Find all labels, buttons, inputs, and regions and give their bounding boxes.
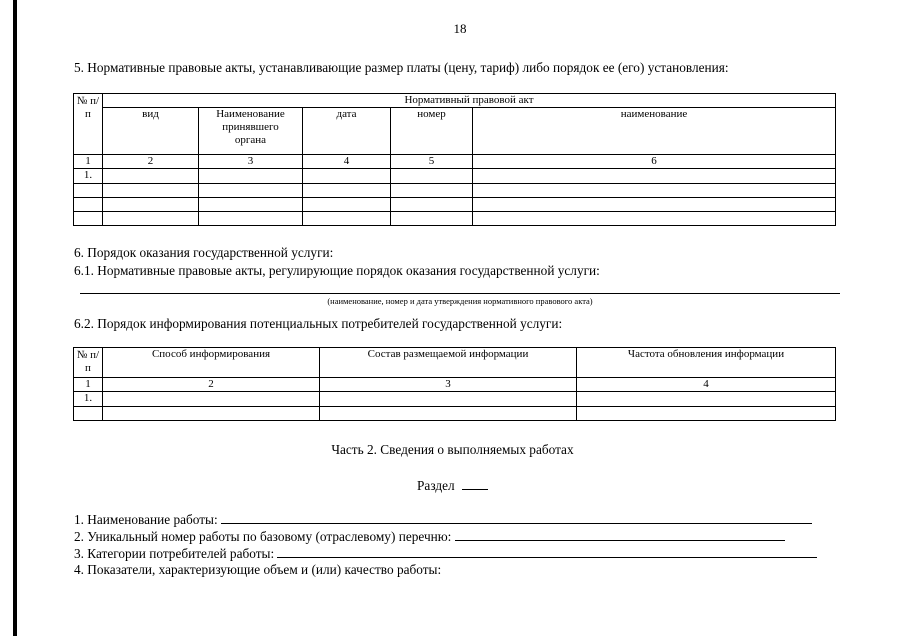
col-header-frequency: Частота обновления информации bbox=[577, 348, 836, 378]
empty-cell bbox=[577, 392, 836, 407]
empty-cell bbox=[103, 392, 320, 407]
group-header-act: Нормативный правовой акт bbox=[103, 94, 836, 108]
col-header-number: номер bbox=[391, 108, 473, 155]
empty-cell bbox=[473, 184, 836, 198]
col-header-num: № п/п bbox=[74, 348, 103, 378]
item-label: 3. Категории потребителей работы: bbox=[74, 546, 275, 561]
table-row bbox=[74, 212, 836, 226]
row-number-cell: 1. bbox=[74, 169, 103, 184]
empty-cell bbox=[103, 212, 199, 226]
col-header-method: Способ информирования bbox=[103, 348, 320, 378]
section6-2-heading: 6.2. Порядок информирования потенциальных потребителей государственной услуги: bbox=[74, 316, 563, 331]
table-row bbox=[74, 392, 836, 407]
empty-cell bbox=[199, 198, 303, 212]
col-number-cell: 3 bbox=[320, 378, 577, 392]
empty-cell bbox=[473, 169, 836, 184]
page-edge-bar bbox=[13, 0, 17, 636]
col-header-authority: Наименование принявшего органа bbox=[199, 108, 303, 155]
col-number-cell: 1 bbox=[74, 378, 103, 392]
part2-item-2 bbox=[74, 528, 785, 545]
fill-in-caption: (наименование, номер и дата утверждения нормативного правового акта) bbox=[327, 296, 593, 306]
part2-item-1 bbox=[74, 511, 812, 528]
table-row bbox=[74, 198, 836, 212]
part2-item-3 bbox=[74, 545, 817, 562]
informing-table bbox=[73, 347, 836, 421]
col-number-cell: 2 bbox=[103, 378, 320, 392]
col-header-type: вид bbox=[103, 108, 199, 155]
row-number-cell: 1. bbox=[74, 392, 103, 407]
col-number-cell: 2 bbox=[103, 155, 199, 169]
empty-cell bbox=[74, 184, 103, 198]
table-row bbox=[74, 169, 836, 184]
col-number-cell: 3 bbox=[199, 155, 303, 169]
col-number-cell: 5 bbox=[391, 155, 473, 169]
empty-cell bbox=[473, 212, 836, 226]
section-number-blank bbox=[462, 477, 488, 490]
section-label-line bbox=[0, 477, 905, 494]
empty-cell bbox=[103, 407, 320, 421]
empty-cell bbox=[320, 392, 577, 407]
col-number-cell: 4 bbox=[303, 155, 391, 169]
col-header-name: наименование bbox=[473, 108, 836, 155]
empty-cell bbox=[303, 169, 391, 184]
empty-cell bbox=[391, 212, 473, 226]
empty-cell bbox=[199, 169, 303, 184]
empty-cell bbox=[303, 198, 391, 212]
part2-item-4: 4. Показатели, характеризующие объем и (или) качество работы: bbox=[74, 562, 442, 577]
col-number-cell: 6 bbox=[473, 155, 836, 169]
col-header-date: дата bbox=[303, 108, 391, 155]
table-row bbox=[74, 184, 836, 198]
col-number-cell: 4 bbox=[577, 378, 836, 392]
col-header-content: Состав размещаемой информации bbox=[320, 348, 577, 378]
fill-in-line bbox=[80, 293, 840, 294]
col-number-cell: 1 bbox=[74, 155, 103, 169]
empty-cell bbox=[103, 198, 199, 212]
page-number: 18 bbox=[453, 21, 467, 36]
section5-heading: 5. Нормативные правовые акты, устанавливающие размер платы (цену, тариф) либо порядок ее (его) установления: bbox=[74, 60, 729, 75]
regulatory-acts-table bbox=[73, 93, 836, 226]
fill-in-line bbox=[221, 511, 812, 524]
empty-cell bbox=[303, 184, 391, 198]
empty-cell bbox=[577, 407, 836, 421]
empty-cell bbox=[320, 407, 577, 421]
item-label: 2. Уникальный номер работы по базовому (отраслевому) перечню: bbox=[74, 529, 452, 544]
section-label: Раздел bbox=[417, 478, 455, 493]
section6-1-heading: 6.1. Нормативные правовые акты, регулирующие порядок оказания государственной услуги: bbox=[74, 263, 600, 278]
empty-cell bbox=[391, 184, 473, 198]
empty-cell bbox=[391, 198, 473, 212]
empty-cell bbox=[303, 212, 391, 226]
empty-cell bbox=[473, 198, 836, 212]
empty-cell bbox=[103, 184, 199, 198]
empty-cell bbox=[74, 407, 103, 421]
part2-title: Часть 2. Сведения о выполняемых работах bbox=[331, 442, 574, 457]
empty-cell bbox=[391, 169, 473, 184]
empty-cell bbox=[74, 198, 103, 212]
table-row bbox=[74, 407, 836, 421]
fill-in-line bbox=[455, 528, 785, 541]
empty-cell bbox=[74, 212, 103, 226]
section6-heading: 6. Порядок оказания государственной услуги: bbox=[74, 245, 334, 260]
empty-cell bbox=[199, 212, 303, 226]
item-label: 1. Наименование работы: bbox=[74, 512, 218, 527]
fill-in-line bbox=[277, 545, 817, 558]
empty-cell bbox=[103, 169, 199, 184]
col-header-num: № п/п bbox=[74, 94, 103, 155]
empty-cell bbox=[199, 184, 303, 198]
